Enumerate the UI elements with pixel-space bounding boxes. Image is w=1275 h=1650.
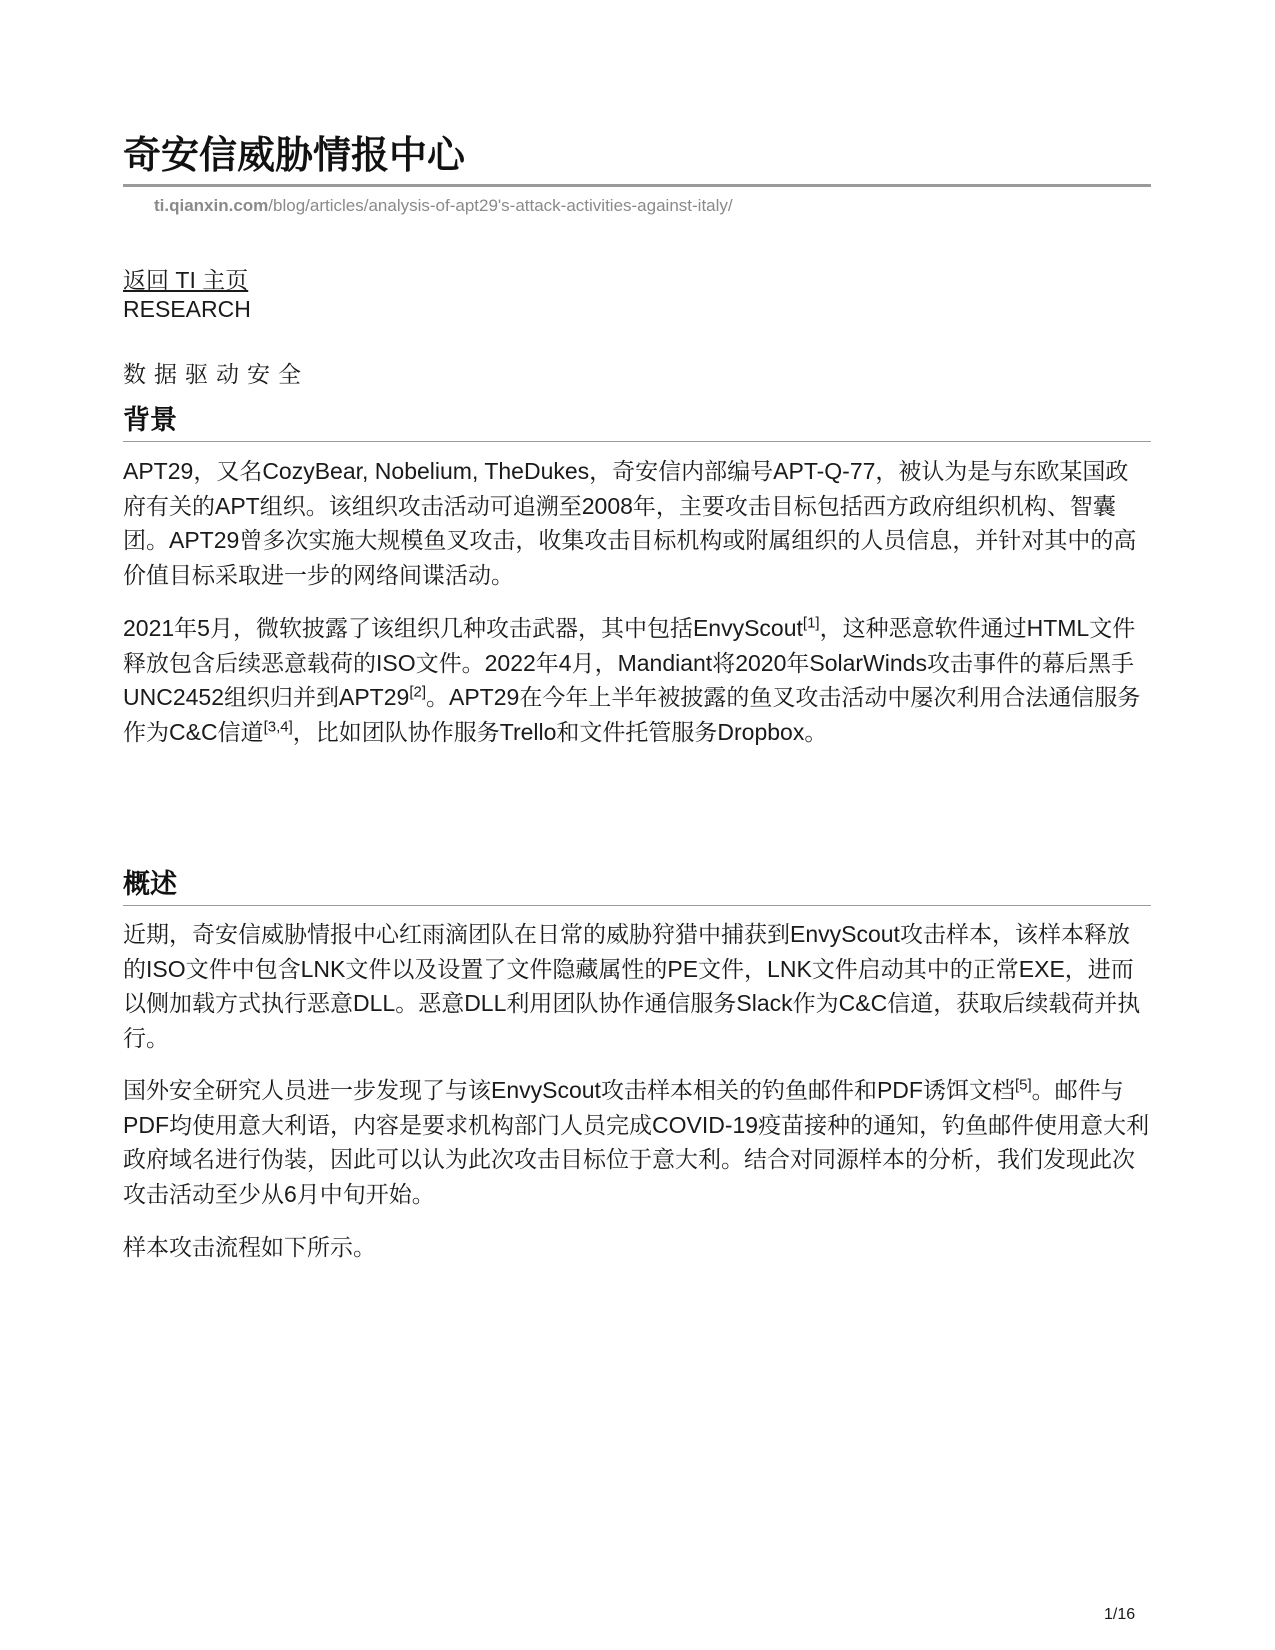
- slogan: 数据驱动安全: [123, 361, 309, 387]
- paragraph-text: 2021年5月，微软披露了该组织几种攻击武器，其中包括EnvyScout: [123, 615, 803, 641]
- paragraph-text: APT29，又名CozyBear, Nobelium, TheDukes，奇安信内部编号APT-Q-77，被认为是与东欧某国政府有关的APT组织。该组织攻击活动可追溯至2008年，主要攻击目标包括西方政府组织机构、智囊团。APT29曾多次实施大规模鱼叉攻击，收集攻击目标机构或附属组织的人员信息，并针对其中的高价值目标采取进一步的网络间谍活动。: [123, 458, 1137, 588]
- paragraph-text: 。APT29在今年上半年被披露的鱼叉攻击活动中屡次利用合法通信服务作为C&C信道: [123, 684, 1141, 745]
- paragraph-background-1: [123, 454, 1151, 592]
- paragraph-overview-2: [123, 1073, 1151, 1211]
- url-path: /blog/articles/analysis-of-apt29's-attack-activities-against-italy/: [268, 196, 733, 215]
- citation-ref[interactable]: [2]: [409, 683, 426, 701]
- paragraph-background-2: [123, 611, 1151, 749]
- paragraph-overview-3: [123, 1230, 1151, 1265]
- page-number: 1/16: [1104, 1606, 1136, 1623]
- section-divider-background: [123, 441, 1151, 442]
- url-host: ti.qianxin.com: [154, 196, 269, 215]
- citation-ref[interactable]: [3,4]: [263, 717, 293, 735]
- paragraph-overview-1: [123, 917, 1151, 1055]
- paragraph-text: ，比如团队协作服务Trello和文件托管服务Dropbox。: [292, 718, 828, 745]
- source-url[interactable]: [154, 196, 733, 216]
- paragraph-text: ，这种恶意软件通过HTML文件释放包含后续恶意载荷的ISO文件。2022年4月，Mandiant将2020年SolarWinds攻击事件的幕后黑手UNC2452组织归并到APT29: [123, 615, 1136, 710]
- section-divider-overview: [123, 905, 1151, 906]
- title-divider: [123, 184, 1151, 187]
- back-to-ti-home-link[interactable]: 返回 TI 主页: [123, 267, 249, 293]
- paragraph-text: 。邮件与PDF均使用意大利语，内容是要求机构部门人员完成COVID-19疫苗接种的通知，钓鱼邮件使用意大利政府域名进行伪装，因此可以认为此次攻击目标位于意大利。结合对同源样本的分析，我们发现此次攻击活动至少从6月中旬开始。: [123, 1077, 1150, 1207]
- section-heading-background: 背景: [123, 405, 177, 435]
- paragraph-text: 近期，奇安信威胁情报中心红雨滴团队在日常的威胁狩猎中捕获到EnvyScout攻击样本，该样本释放的ISO文件中包含LNK文件以及设置了文件隐藏属性的PE文件，LNK文件启动其中的正常EXE，进而以侧加载方式执行恶意DLL。恶意DLL利用团队协作通信服务Slack作为C&C信道，获取后续载荷并执行。: [123, 921, 1141, 1051]
- paragraph-text: 样本攻击流程如下所示。: [123, 1234, 376, 1260]
- citation-ref[interactable]: [5]: [1014, 1076, 1032, 1094]
- site-title: 奇安信威胁情报中心: [123, 135, 466, 177]
- section-heading-overview: 概述: [123, 869, 177, 899]
- citation-ref[interactable]: [1]: [802, 614, 820, 632]
- category-label: RESEARCH: [123, 296, 251, 322]
- paragraph-text: 国外安全研究人员进一步发现了与该EnvyScout攻击样本相关的钓鱼邮件和PDF诱饵文档: [123, 1077, 1015, 1103]
